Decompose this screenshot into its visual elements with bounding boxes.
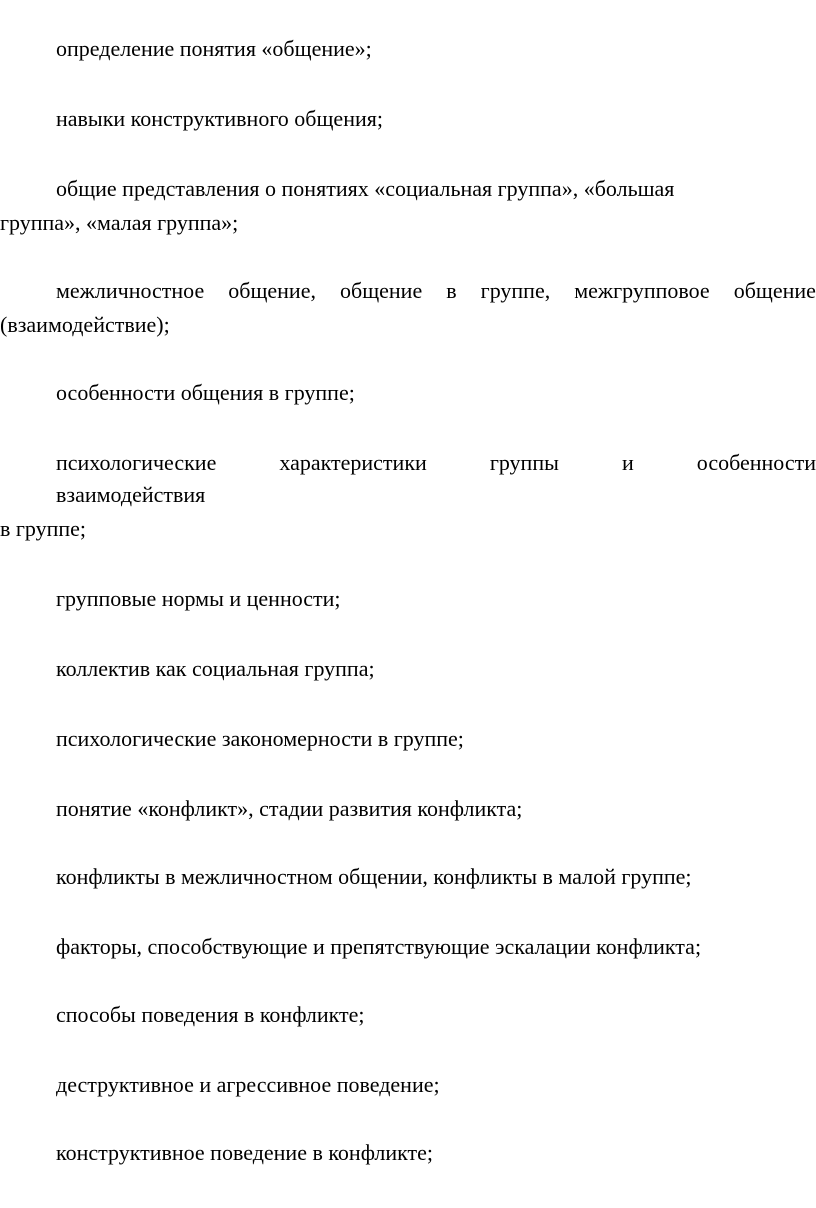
word: в — [446, 278, 457, 303]
list-item-continuation: взаимодействия — [56, 482, 206, 507]
word: общение — [733, 278, 816, 303]
list-item: общие представления о понятиях «социальная группа», «большая — [56, 176, 675, 201]
list-item: факторы, способствующие и препятствующие эскалации конфликта; — [56, 934, 702, 959]
list-item-continuation: (взаимодействие); — [0, 312, 170, 337]
word: межгрупповое — [574, 278, 710, 303]
list-item: определение понятия «общение»; — [56, 36, 372, 61]
list-item: навыки конструктивного общения; — [56, 106, 383, 131]
list-item — [56, 278, 816, 304]
list-item: конструктивное поведение в конфликте; — [56, 1140, 434, 1165]
list-item: особенности общения в группе; — [56, 380, 355, 405]
word: характеристики — [279, 450, 427, 475]
word: особенности — [696, 450, 816, 475]
list-item: конфликты в межличностном общении, конфликты в малой группе; — [56, 864, 692, 889]
word: межличностное — [56, 278, 205, 303]
word: группы — [489, 450, 559, 475]
list-item: психологические закономерности в группе; — [56, 726, 464, 751]
list-item: деструктивное и агрессивное поведение; — [56, 1072, 440, 1097]
word: и — [621, 450, 634, 475]
word: психологические — [56, 450, 217, 475]
word: группе, — [480, 278, 551, 303]
list-item: понятие «конфликт», стадии развития конфликта; — [56, 796, 523, 821]
word: общение, — [228, 278, 316, 303]
word: общение — [340, 278, 423, 303]
list-item-continuation: в группе; — [0, 516, 87, 541]
list-item-continuation: группа», «малая группа»; — [0, 210, 239, 235]
list-item — [56, 450, 816, 476]
list-item: коллектив как социальная группа; — [56, 656, 375, 681]
list-item: способы поведения в конфликте; — [56, 1002, 365, 1027]
list-item: групповые нормы и ценности; — [56, 586, 341, 611]
